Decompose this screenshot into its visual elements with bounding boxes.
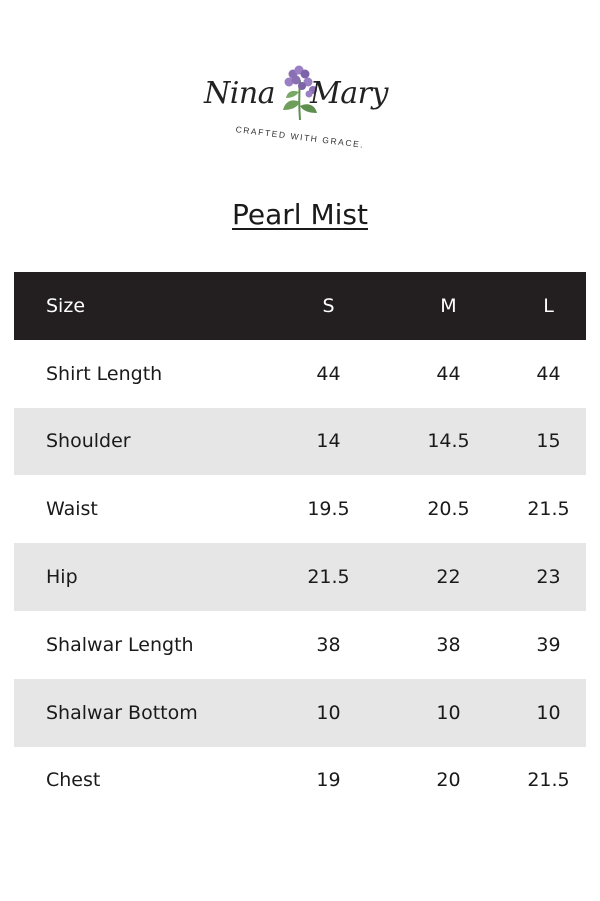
cell-m: 10: [436, 701, 461, 724]
cell-m: 38: [436, 633, 461, 656]
size-chart-table: [14, 272, 586, 814]
row-label: Hip: [46, 566, 78, 589]
product-title-text: Pearl Mist: [232, 198, 368, 231]
cell-l: 15: [536, 430, 561, 453]
table-row: [14, 475, 586, 543]
table-row: [14, 679, 586, 747]
row-label: Chest: [46, 769, 101, 792]
cell-s: 19.5: [307, 498, 350, 521]
table-header-row: [14, 272, 586, 340]
brand-logo: [200, 62, 400, 162]
brand-name-last: Mary: [310, 76, 388, 111]
row-label: Shalwar Length: [46, 633, 194, 656]
table-row: [14, 543, 586, 611]
product-title: [0, 198, 600, 231]
cell-m: 14.5: [427, 430, 470, 453]
cell-s: 44: [316, 362, 341, 385]
table-row: [14, 340, 586, 408]
cell-m: 22: [436, 566, 461, 589]
cell-s: 19: [316, 769, 341, 792]
header-size-label: Size: [46, 294, 86, 317]
row-label: Shirt Length: [46, 362, 163, 385]
table-row: [14, 747, 586, 815]
brand-name-first: Nina: [204, 76, 276, 111]
cell-l: 39: [536, 633, 561, 656]
header-size-s: S: [322, 294, 335, 317]
cell-l: 21.5: [527, 498, 570, 521]
cell-l: 23: [536, 566, 561, 589]
cell-s: 21.5: [307, 566, 350, 589]
header-size-l: L: [543, 294, 554, 317]
table-row: [14, 611, 586, 679]
row-label: Waist: [46, 498, 98, 521]
row-label: Shoulder: [46, 430, 131, 453]
cell-l: 10: [536, 701, 561, 724]
cell-m: 20.5: [427, 498, 470, 521]
header-size-m: M: [440, 294, 457, 317]
cell-s: 10: [316, 701, 341, 724]
cell-s: 38: [316, 633, 341, 656]
cell-m: 20: [436, 769, 461, 792]
cell-l: 21.5: [527, 769, 570, 792]
cell-s: 14: [316, 430, 341, 453]
table-row: [14, 408, 586, 476]
row-label: Shalwar Bottom: [46, 701, 198, 724]
cell-m: 44: [436, 362, 461, 385]
cell-l: 44: [536, 362, 561, 385]
brand-tagline: CRAFTED WITH GRACE.: [235, 124, 365, 150]
